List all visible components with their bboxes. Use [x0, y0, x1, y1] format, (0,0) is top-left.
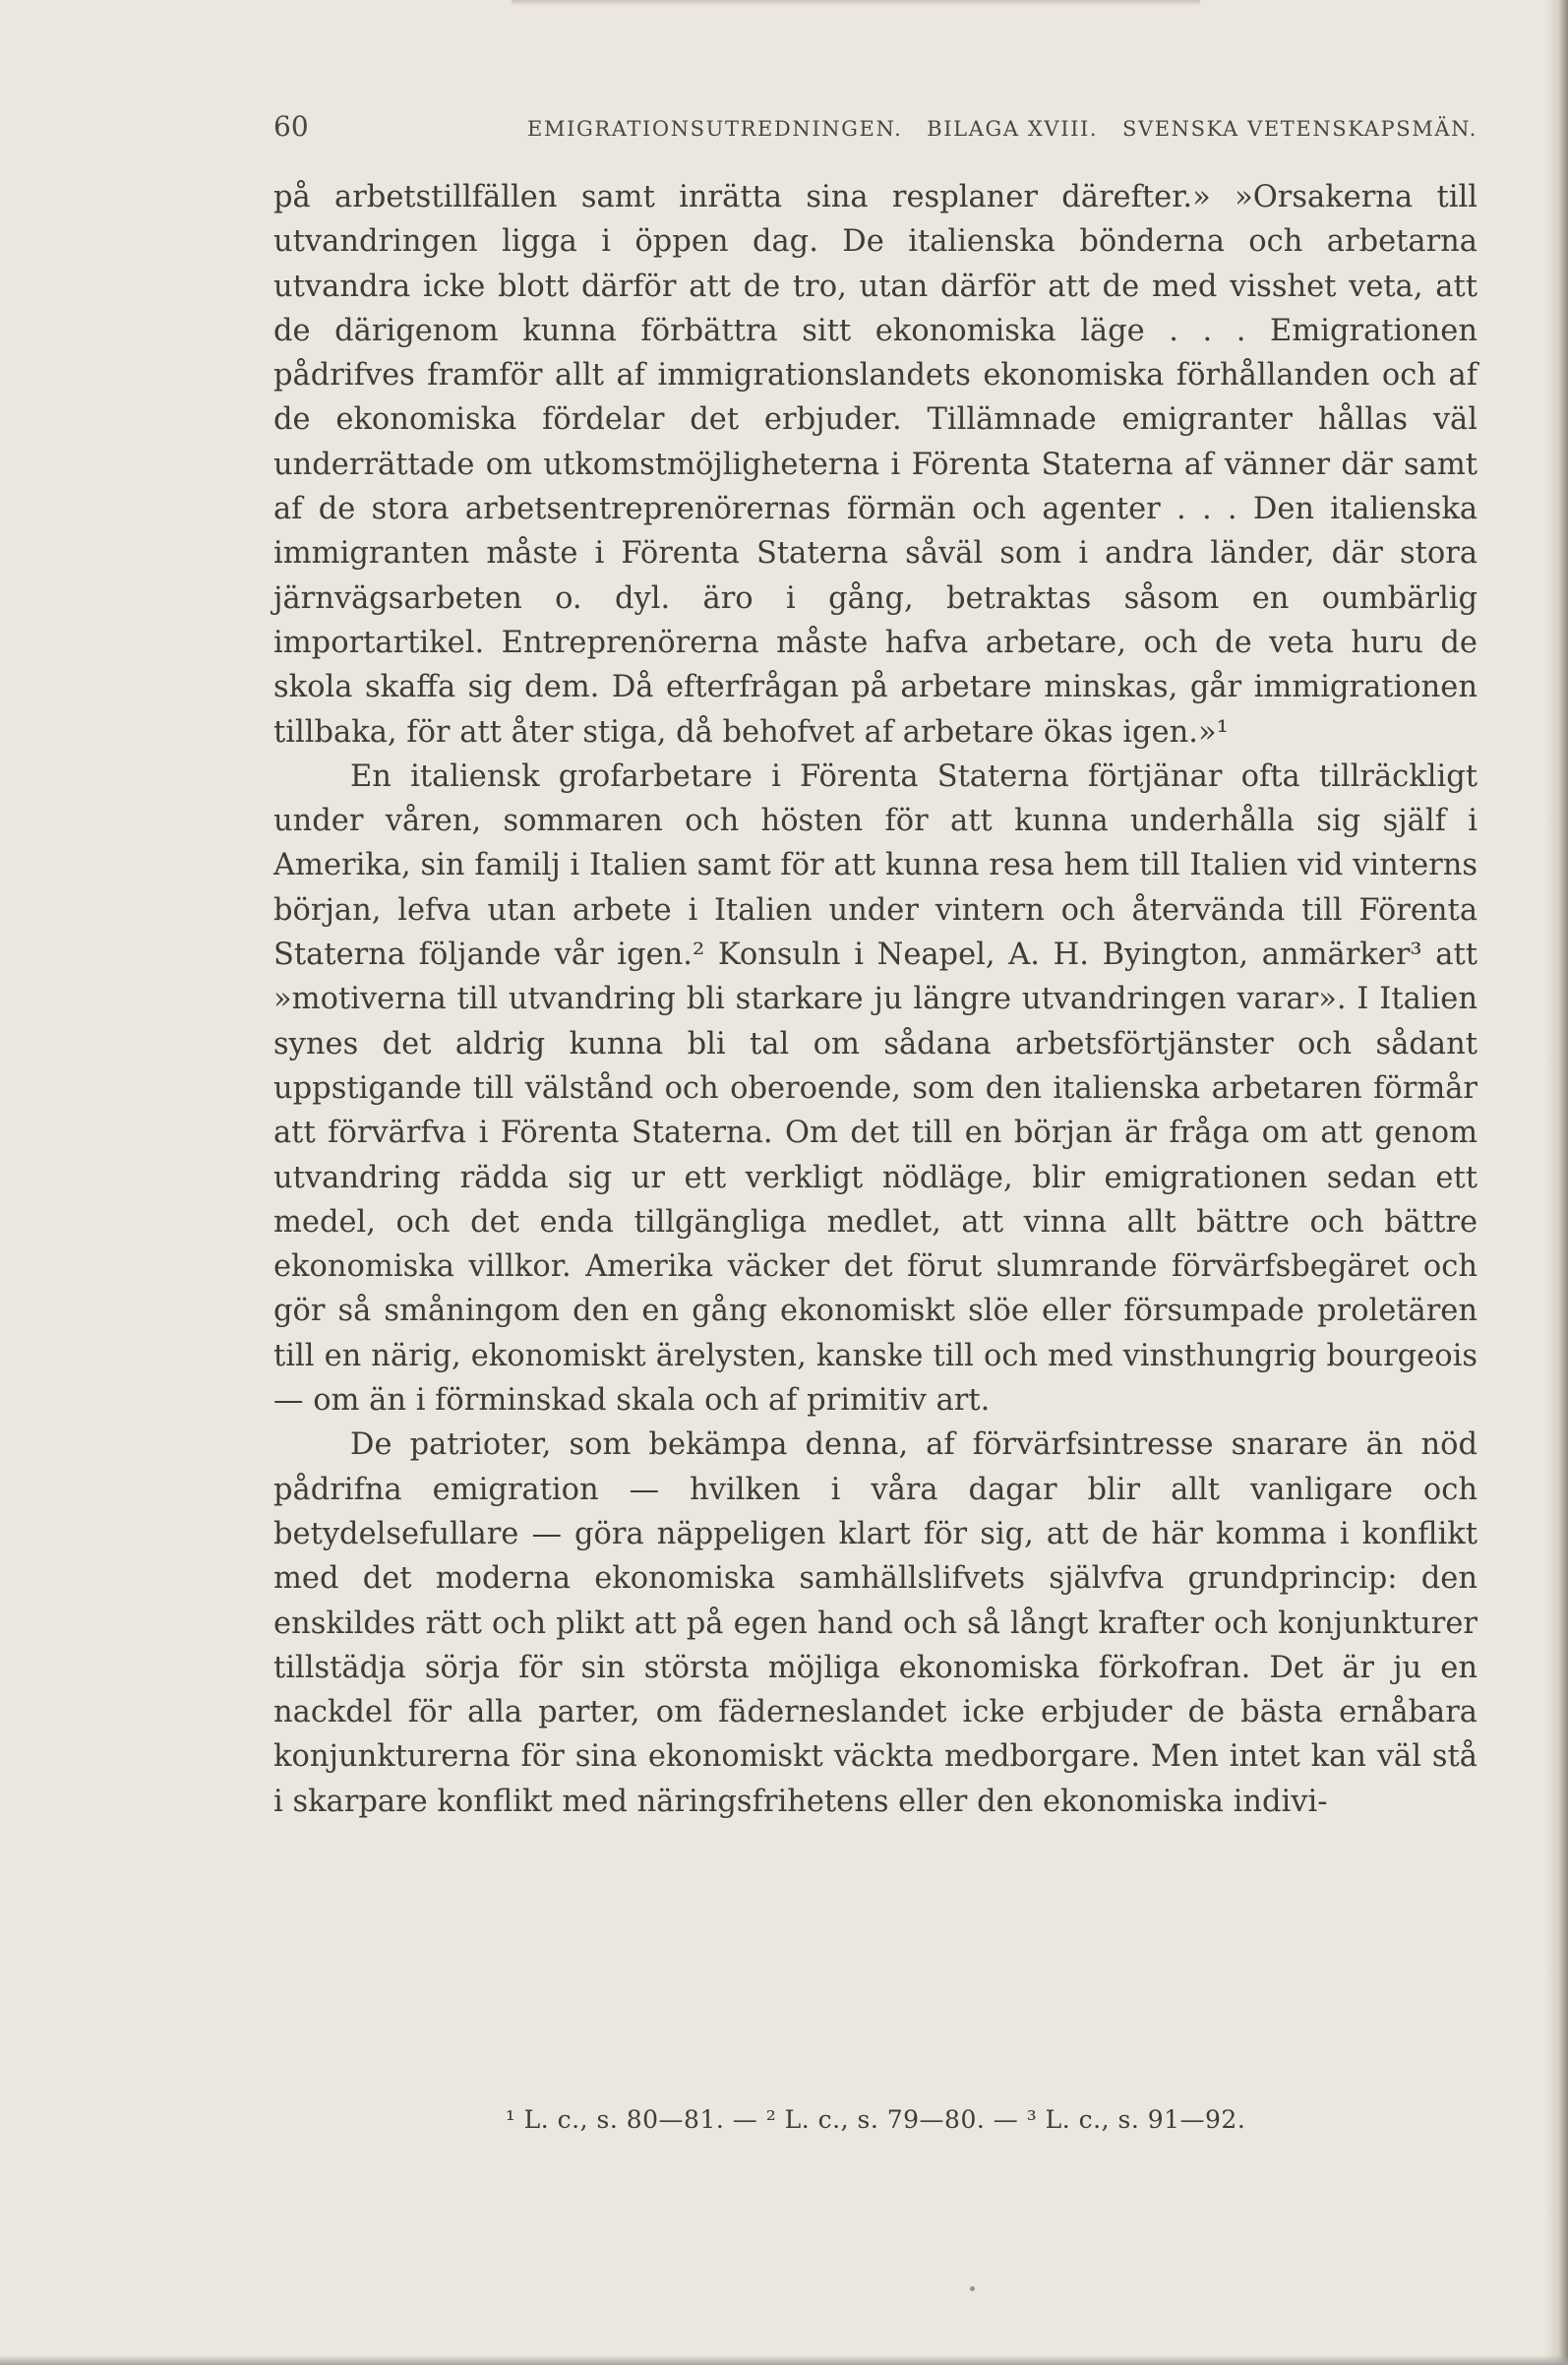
print-speck — [970, 2286, 975, 2291]
body-text — [273, 175, 1478, 1824]
paragraph-3: De patrioter, som bekämpa denna, af förvärfsintresse snarare än nöd pådrifna emigration — hvilken i våra dagar blir allt vanligare och betydelsefullare — göra näppeligen klart för sig, att de här komma i konflikt med det moderna ekonomiska samhällslifvets självfva grundprincip: den enskildes rätt och plikt att på egen hand och så långt krafter och konjunkturer tillstädja sörja för sin största möjliga ekonomiska förkofran. Det är ju en nackdel för alla parter, om fäderneslandet icke erbjuder de bästa ernåbara konjunkturerna för sina ekonomiskt väckta medborgare. Men intet kan väl stå i skarpare konflikt med näringsfrihetens eller den ekonomiska indivi- — [273, 1427, 1478, 1819]
page-number: 60 — [273, 110, 309, 143]
footnotes: ¹ L. c., s. 80—81. — ² L. c., s. 79—80. — ³ L. c., s. 91—92. — [505, 2105, 1246, 2134]
paragraph-1: på arbetstillfällen samt inrätta sina resplaner därefter.» »Orsakerna till utvandringen ligga i öppen dag. De italienska bönderna och arbetarna utvandra icke blott därför att de tro, utan därför att de med visshet veta, att de därigenom kunna förbättra sitt ekonomiska läge . . . Emigrationen pådrifves framför allt af immigrationslandets ekonomiska förhållanden och af de ekonomiska fördelar det erbjuder. Tillämnade emigranter hållas väl underrättade om utkomstmöjligheterna i Förenta Staterna af vänner där samt af de stora arbetsentreprenörernas förmän och agenter . . . Den italienska immigranten måste i Förenta Staterna såväl som i andra länder, där stora järnvägsarbeten o. dyl. äro i gång, betraktas såsom en oumbärlig importartikel. Entreprenörerna måste hafva arbetare, och de veta huru de skola skaffa sig dem. Då efterfrågan på arbetare minskas, går immigrationen tillbaka, för att åter stiga, då behofvet af arbetare ökas igen.»¹ — [273, 180, 1478, 750]
page-right-shadow — [1544, 0, 1568, 2365]
page-header — [273, 110, 1478, 143]
paragraph-2: En italiensk grofarbetare i Förenta Staterna förtjänar ofta tillräckligt under våren, sommaren och hösten för att kunna underhålla sig själf i Amerika, sin familj i Italien samt för att kunna resa hem till Italien vid vinterns början, lefva utan arbete i Italien under vintern och återvända till Förenta Staterna följande vår igen.² Konsuln i Neapel, A. H. Byington, anmärker³ att »motiverna till utvandring bli starkare ju längre utvandringen varar». I Italien synes det aldrig kunna bli tal om sådana arbetsförtjänster och sådant uppstigande till välstånd och oberoende, som den italienska arbetaren förmår att förvärfva i Förenta Staterna. Om det till en början är fråga om att genom utvandring rädda sig ur ett verkligt nödläge, blir emigrationen sedan ett medel, och det enda tillgängliga medlet, att vinna allt bättre och bättre ekonomiska villkor. Amerika väcker det förut slumrande förvärfsbegäret och gör så småningom den en gång ekonomiskt slöe eller försumpade proletären till en närig, ekonomiskt ärelysten, kanske till och med vinsthungrig bourgeois — om än i förminskad skala och af primitiv art. — [273, 758, 1478, 1419]
page-edge-shadow — [512, 0, 1200, 6]
page-bottom-shadow — [0, 2355, 1568, 2365]
running-title: EMIGRATIONSUTREDNINGEN. BILAGA XVIII. SVENSKA VETENSKAPSMÄN. — [527, 117, 1478, 141]
